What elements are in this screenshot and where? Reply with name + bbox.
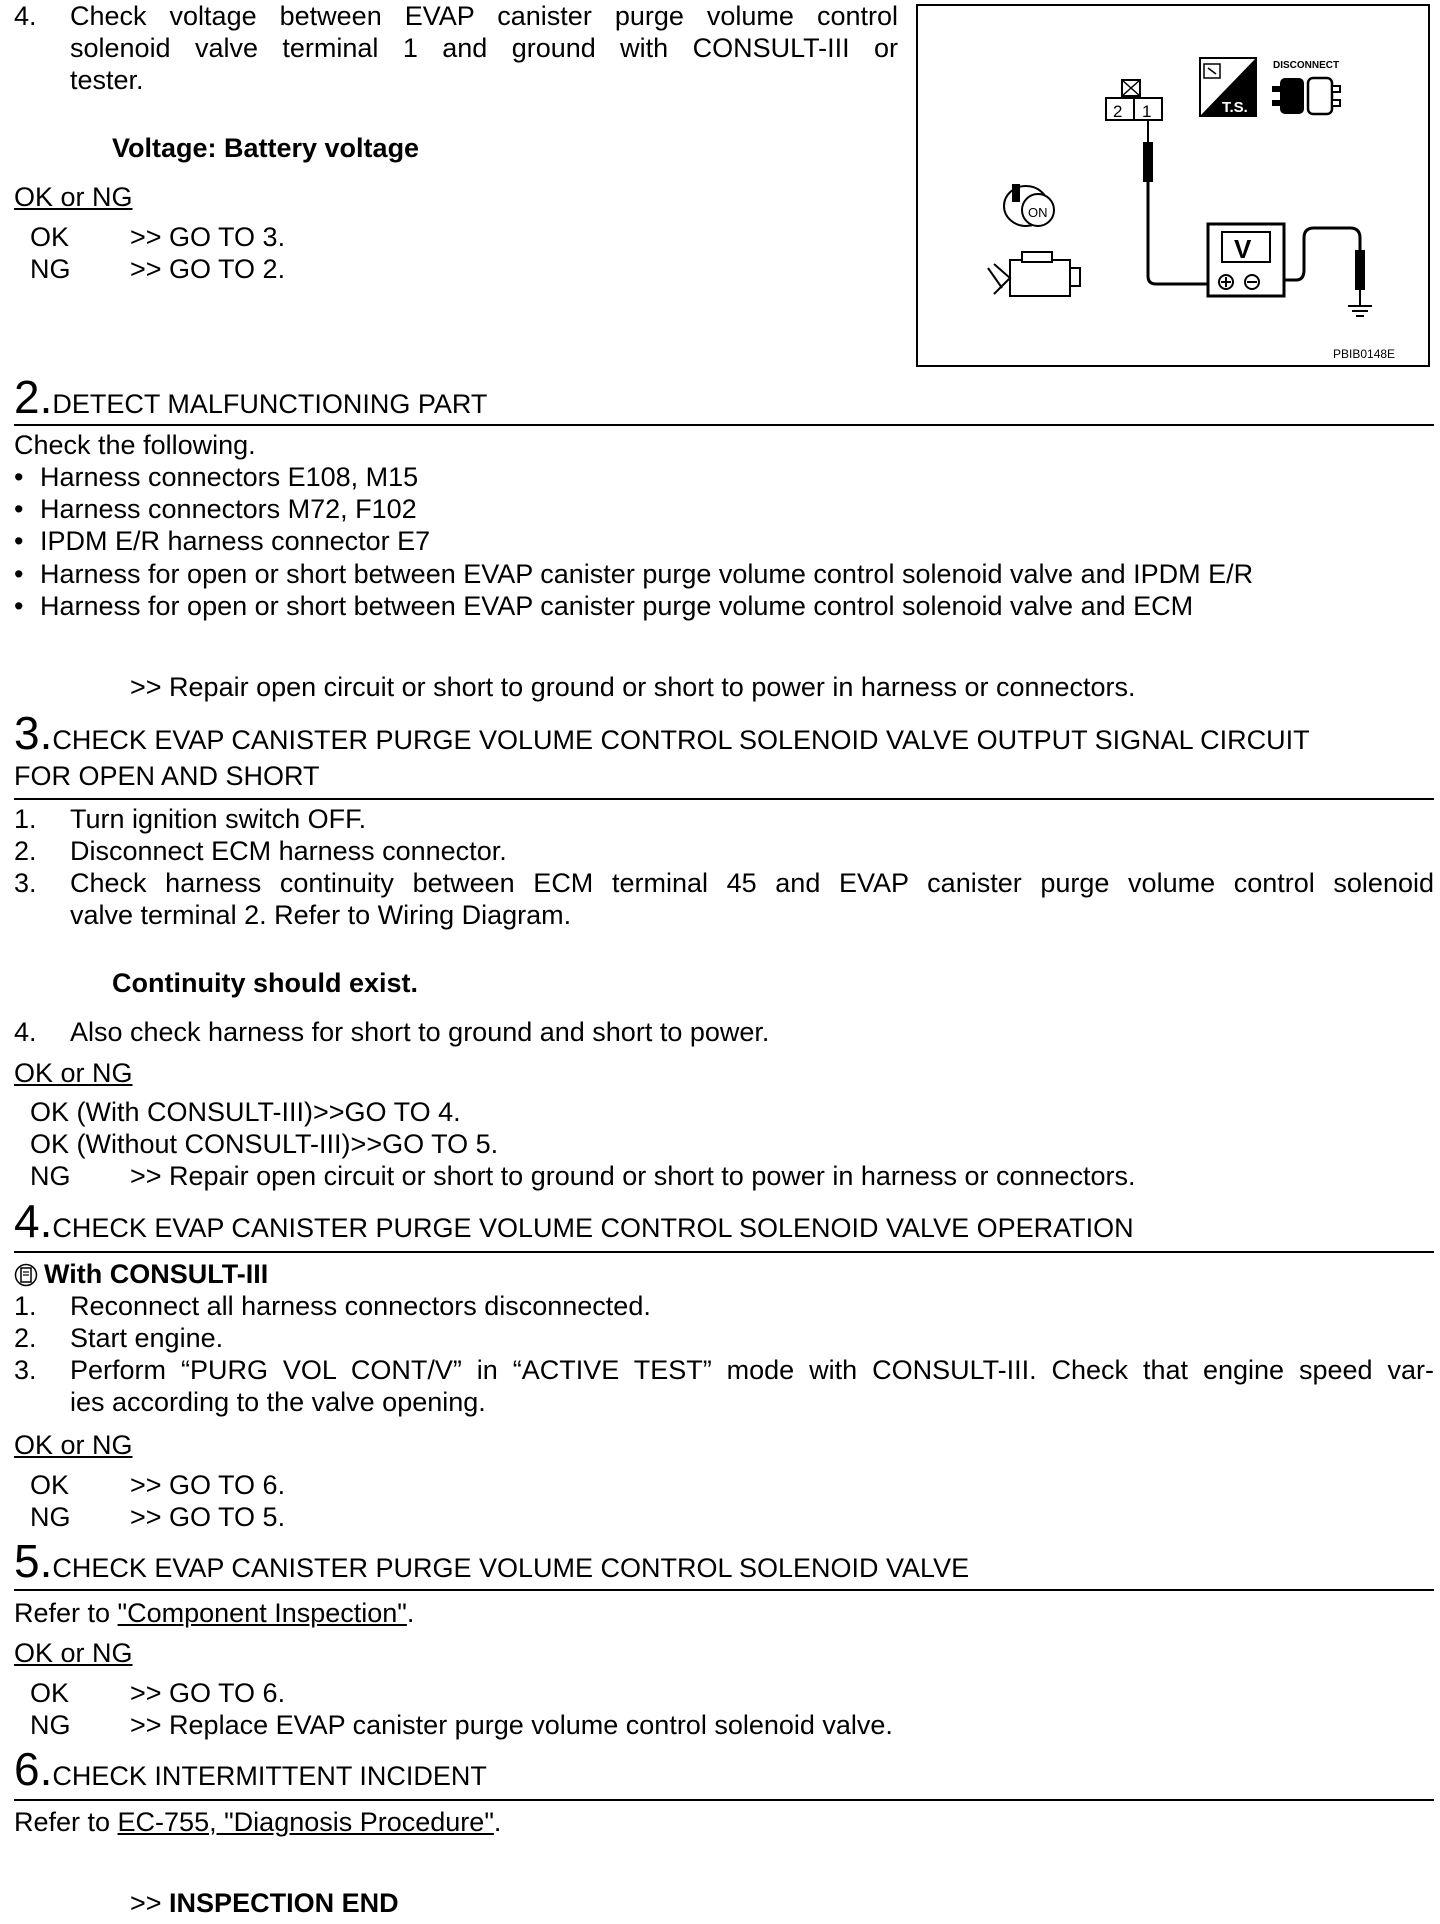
step6-refer-prefix: Refer to bbox=[14, 1807, 118, 1837]
step3-title-line2: FOR OPEN AND SHORT bbox=[14, 761, 320, 791]
step1-ok-action: >> GO TO 3. bbox=[130, 222, 286, 252]
voltage-check-figure bbox=[916, 4, 1430, 367]
step3-header bbox=[14, 707, 1434, 759]
list-item-continuation: ies according to the valve opening. bbox=[70, 1387, 486, 1417]
list-item-number: 2. bbox=[14, 836, 37, 866]
step5-divider bbox=[14, 1589, 1434, 1591]
list-item: IPDM E/R harness connector E7 bbox=[40, 526, 431, 556]
step3-number: 3. bbox=[14, 707, 53, 759]
step3-ok-without: OK (Without CONSULT-III)>>GO TO 5. bbox=[30, 1129, 499, 1159]
inspection-end-label: INSPECTION END bbox=[169, 1888, 399, 1918]
step2-title: DETECT MALFUNCTIONING PART bbox=[52, 389, 488, 419]
step4-ok-action: >> GO TO 6. bbox=[130, 1470, 286, 1500]
step4-divider bbox=[14, 1251, 1434, 1253]
step1-ng-action: >> GO TO 2. bbox=[130, 254, 286, 284]
step5-refer-suffix: . bbox=[406, 1598, 415, 1628]
step5-title: CHECK EVAP CANISTER PURGE VOLUME CONTROL SOLENOID VALVE bbox=[52, 1553, 970, 1583]
voltage-check-diagram bbox=[918, 6, 1428, 365]
list-item: Harness connectors M72, F102 bbox=[40, 494, 417, 524]
list-item: Harness connectors E108, M15 bbox=[40, 462, 419, 492]
step5-refer-prefix: Refer to bbox=[14, 1598, 118, 1628]
step4-header bbox=[14, 1195, 1434, 1247]
step3-item4-number: 4. bbox=[14, 1017, 37, 1047]
step3-spec: Continuity should exist. bbox=[112, 968, 419, 998]
step1-item4-line2: solenoid valve terminal 1 and ground with CONSULT-III or bbox=[70, 33, 898, 63]
step6-refer bbox=[14, 1806, 501, 1838]
step1-spec: Voltage: Battery voltage bbox=[112, 133, 420, 163]
list-item-number: 1. bbox=[14, 804, 37, 834]
step4-with-consult: With CONSULT-III bbox=[44, 1259, 269, 1289]
step5-ok-ng-heading: OK or NG bbox=[14, 1638, 133, 1668]
ignition-on-label: ON bbox=[1028, 205, 1048, 220]
probe-icon bbox=[1143, 120, 1208, 284]
pin-2-label: 2 bbox=[1113, 102, 1123, 121]
step6-title: CHECK INTERMITTENT INCIDENT bbox=[52, 1761, 487, 1791]
list-item: Disconnect ECM harness connector. bbox=[70, 836, 507, 866]
step6-end-prefix: >> bbox=[130, 1888, 170, 1918]
list-item-number: 3. bbox=[14, 868, 37, 898]
step2-intro: Check the following. bbox=[14, 430, 256, 460]
list-item: • bbox=[14, 559, 24, 589]
step1-ok-ng-heading: OK or NG bbox=[14, 182, 133, 212]
step5-ng-label: NG bbox=[30, 1710, 71, 1740]
step5-refer bbox=[14, 1597, 414, 1629]
step4-title: CHECK EVAP CANISTER PURGE VOLUME CONTROL SOLENOID VALVE OPERATION bbox=[52, 1213, 1134, 1243]
list-item: Harness for open or short between EVAP canister purge volume control solenoid valve and IPDM E/R bbox=[40, 559, 1254, 589]
step5-header bbox=[14, 1535, 1434, 1587]
step6-end bbox=[130, 1887, 399, 1919]
step3-ng-action: >> Repair open circuit or short to ground or short to power in harness or connectors. bbox=[130, 1161, 1136, 1191]
list-item: • bbox=[14, 591, 24, 621]
step2-number: 2. bbox=[14, 371, 53, 423]
list-item: Start engine. bbox=[70, 1323, 224, 1353]
step5-ng-action: >> Replace EVAP canister purge volume control solenoid valve. bbox=[130, 1710, 893, 1740]
list-item: • bbox=[14, 494, 24, 524]
step4-ok-ng-heading: OK or NG bbox=[14, 1430, 133, 1460]
step3-item4: Also check harness for short to ground and short to power. bbox=[70, 1017, 770, 1047]
step6-header bbox=[14, 1743, 1434, 1795]
list-item: Turn ignition switch OFF. bbox=[70, 804, 367, 834]
step3-ok-ng-heading: OK or NG bbox=[14, 1058, 133, 1088]
list-item: Reconnect all harness connectors disconnected. bbox=[70, 1291, 651, 1321]
list-item-number: 2. bbox=[14, 1323, 37, 1353]
step3-title-line1: CHECK EVAP CANISTER PURGE VOLUME CONTROL SOLENOID VALVE OUTPUT SIGNAL CIRCUIT bbox=[52, 725, 1310, 755]
engine-icon bbox=[988, 252, 1080, 296]
component-inspection-link[interactable]: "Component Inspection" bbox=[117, 1598, 407, 1628]
pin-1-label: 1 bbox=[1142, 102, 1152, 121]
list-item: Perform “PURG VOL CONT/V” in “ACTIVE TEST” mode with CONSULT-III. Check that engine speed var- bbox=[70, 1355, 1434, 1385]
ground-icon bbox=[1284, 228, 1372, 316]
step1-ng-label: NG bbox=[30, 254, 71, 284]
voltmeter-v-label: V bbox=[1234, 234, 1252, 264]
ts-label: T.S. bbox=[1222, 99, 1248, 116]
step4-ng-action: >> GO TO 5. bbox=[130, 1502, 286, 1532]
step1-item4-line3: tester. bbox=[70, 65, 144, 95]
step1-ok-label: OK bbox=[30, 222, 70, 252]
step6-number: 6. bbox=[14, 1743, 53, 1795]
list-item-number: 3. bbox=[14, 1355, 37, 1385]
list-item-number: 1. bbox=[14, 1291, 37, 1321]
list-item-continuation: valve terminal 2. Refer to Wiring Diagram. bbox=[70, 900, 572, 930]
disconnect-label: DISCONNECT bbox=[1273, 60, 1340, 71]
step3-divider bbox=[14, 798, 1434, 800]
list-item: • bbox=[14, 526, 24, 556]
step2-action: >> Repair open circuit or short to ground or short to power in harness or connectors. bbox=[130, 672, 1136, 702]
step5-ok-action: >> GO TO 6. bbox=[130, 1678, 286, 1708]
step4-ng-label: NG bbox=[30, 1502, 71, 1532]
step2-divider bbox=[14, 424, 1434, 426]
step4-number: 4. bbox=[14, 1195, 53, 1247]
step1-item4-number: 4. bbox=[14, 1, 37, 31]
step5-number: 5. bbox=[14, 1535, 53, 1587]
step3-ok-with: OK (With CONSULT-III)>>GO TO 4. bbox=[30, 1097, 461, 1127]
list-item: Harness for open or short between EVAP canister purge volume control solenoid valve and ECM bbox=[40, 591, 1194, 621]
diagnosis-procedure-link[interactable]: EC-755, "Diagnosis Procedure" bbox=[117, 1807, 494, 1837]
step1-item4-line1: Check voltage between EVAP canister purge volume control bbox=[70, 1, 898, 31]
disconnect-connector-icon bbox=[1272, 78, 1340, 114]
step6-divider bbox=[14, 1799, 1434, 1801]
step2-header bbox=[14, 371, 1434, 423]
step4-ok-label: OK bbox=[30, 1470, 70, 1500]
figure-code: PBIB0148E bbox=[1333, 347, 1396, 361]
consult-iii-icon bbox=[14, 1262, 38, 1286]
step3-ng-label: NG bbox=[30, 1161, 71, 1191]
step6-refer-suffix: . bbox=[493, 1807, 502, 1837]
list-item: • bbox=[14, 462, 24, 492]
step5-ok-label: OK bbox=[30, 1678, 70, 1708]
list-item: Check harness continuity between ECM terminal 45 and EVAP canister purge volume control solenoid bbox=[70, 868, 1434, 898]
